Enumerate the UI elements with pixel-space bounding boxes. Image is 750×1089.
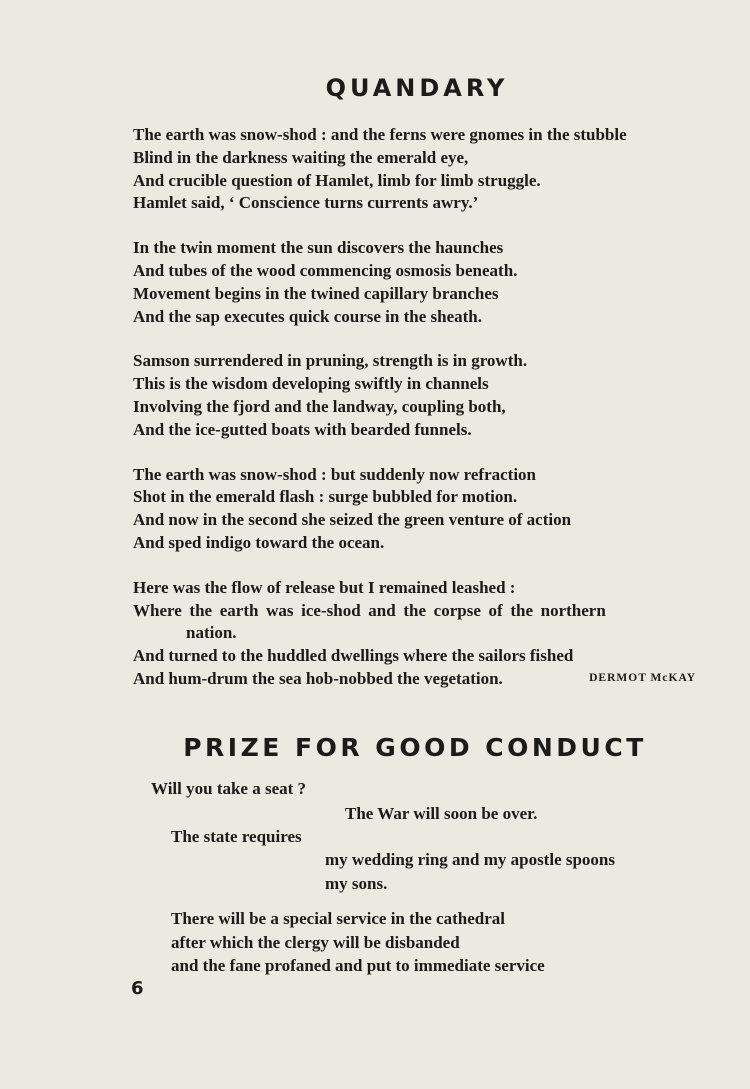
- poem-line: There will be a special service in the cathedral: [171, 909, 505, 928]
- poem-line: Blind in the darkness waiting the emerald eye,: [133, 147, 469, 167]
- poem-line: and the fane profaned and put to immediate service: [171, 956, 545, 975]
- poem-line: The earth was snow-shod : and the ferns were gnomes in the stubble: [133, 125, 627, 144]
- poem-line: after which the clergy will be disbanded: [171, 933, 460, 952]
- poem-line: And crucible question of Hamlet, limb for limb struggle.: [133, 170, 541, 190]
- poem-line: Samson surrendered in pruning, strength is in growth.: [133, 351, 528, 371]
- poem-line: The earth was snow-shod : but suddenly now refraction: [133, 464, 537, 484]
- poem-line: And turned to the huddled dwellings where the sailors fished: [133, 646, 574, 666]
- poem-line: Shot in the emerald flash : surge bubbled for motion.: [133, 487, 518, 507]
- poem-line: Will you take a seat ?: [151, 779, 307, 798]
- stanza-2: [133, 237, 713, 328]
- poem-line: And sped indigo toward the ocean.: [133, 532, 385, 552]
- poem-line: Involving the fjord and the landway, coupling both,: [133, 396, 506, 416]
- poem-line: In the twin moment the sun discovers the haunches: [133, 238, 504, 258]
- poem-line: Movement begins in the twined capillary branches: [133, 283, 499, 303]
- page-number: 6: [131, 978, 144, 999]
- author-credit: DERMOT McKAY: [589, 672, 696, 684]
- poem-quandary-body: [133, 124, 713, 713]
- poem-line: Where the earth was ice-shod and the corpse of the northern: [133, 600, 606, 620]
- poem-line: Here was the flow of release but I remained leashed :: [133, 577, 516, 597]
- poem-line-continuation: nation.: [186, 623, 237, 643]
- poem-line: The state requires: [171, 827, 302, 846]
- poem-title-quandary: QUANDARY: [325, 74, 509, 102]
- poem-title-prize-for-good-conduct: PRIZE FOR GOOD CONDUCT: [183, 733, 647, 762]
- poem-line: And now in the second she seized the green venture of action: [133, 510, 572, 530]
- poem-line: my wedding ring and my apostle spoons: [325, 850, 616, 869]
- stanza-3: [133, 350, 713, 441]
- poem-line: The War will soon be over.: [345, 804, 538, 823]
- poem-line: And hum-drum the sea hob-nobbed the vegetation.: [133, 668, 503, 688]
- stanza-4: [133, 464, 713, 555]
- stanza-1: [133, 124, 713, 215]
- poem-line: And the ice-gutted boats with bearded funnels.: [133, 419, 472, 439]
- poem-line: And the sap executes quick course in the sheath.: [133, 306, 482, 326]
- poem-line: Hamlet said, ‘ Conscience turns currents awry.’: [133, 193, 479, 213]
- poem-line: And tubes of the wood commencing osmosis beneath.: [133, 260, 518, 280]
- poem-line: my sons.: [325, 874, 388, 893]
- poem-line: This is the wisdom developing swiftly in channels: [133, 374, 489, 394]
